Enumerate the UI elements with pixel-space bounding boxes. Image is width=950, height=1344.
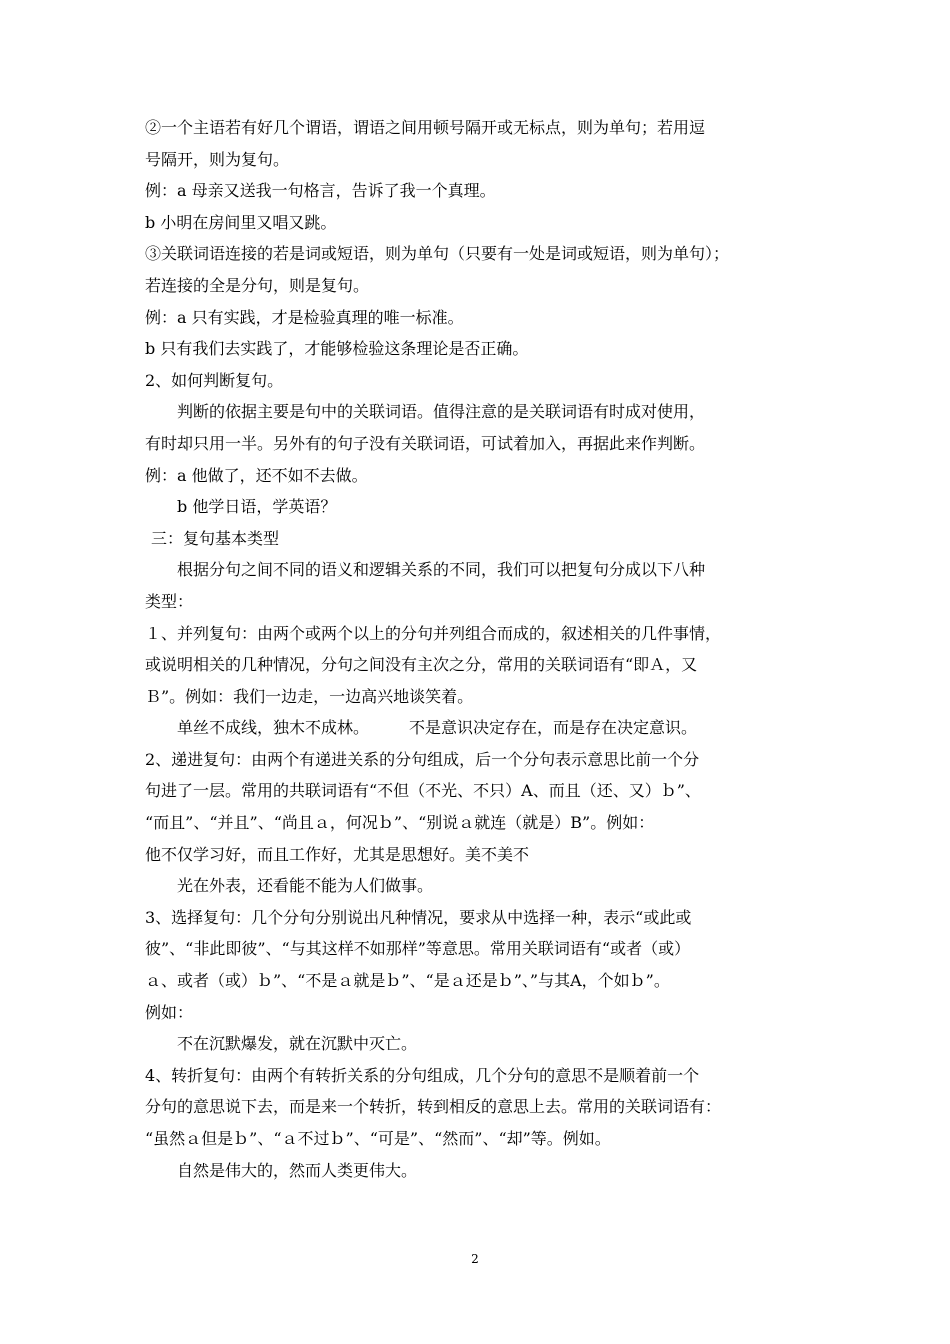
text-line: 号隔开，则为复句。 [145,149,290,169]
example-line: 例：a 母亲又送我一句格言，告诉了我一个真理。 [145,181,496,201]
section-heading: 2、如何判断复句。 [145,370,284,390]
example-line: 自然是伟大的，然而人类更伟大。 [177,1160,418,1180]
example-line: 例：a 他做了，还不如不去做。 [145,465,368,485]
text-line: 4、转折复句：由两个有转折关系的分句组成，几个分句的意思不是顺着前一个 [145,1065,700,1085]
text-line: 彼”、“非此即彼”、“与其这样不如那样”等意思。常用关联词语有“或者（或） [145,939,691,959]
text-line: 类型： [145,591,194,611]
example-line: b 只有我们去实践了，才能够检验这条理论是否正确。 [145,339,529,359]
text-line: 有时却只用一半。另外有的句子没有关联词语，可试着加入，再据此来作判断。 [145,433,706,453]
example-line: 单丝不成线，独木不成林。 不是意识决定存在，而是存在决定意识。 [177,718,698,738]
example-line: b 他学日语，学英语？ [177,497,337,517]
text-line: 分句的意思说下去，而是来一个转折，转到相反的意思上去。常用的关联词语有： [145,1097,722,1117]
text-line: 他不仅学习好，而且工作好，尤其是思想好。美不美不 [145,844,530,864]
body-text [145,112,815,1186]
page-number: 2 [471,1252,479,1266]
text-line: 3、选择复句：几个分句分别说出凡种情况，要求从中选择一种，表示“或此或 [145,907,692,927]
text-line: Ｂ”。例如：我们一边走，一边高兴地谈笑着。 [145,686,474,706]
text-line: ②一个主语若有好几个谓语，谓语之间用顿号隔开或无标点，则为单句；若用逗 [145,118,706,137]
text-line: １、并列复句：由两个或两个以上的分句并列组合而成的，叙述相关的几件事情， [145,623,722,643]
section-heading: 三：复句基本类型 [151,528,280,548]
text-line: 判断的依据主要是句中的关联词语。值得注意的是关联词语有时成对使用， [177,402,706,422]
text-line: 光在外表，还看能不能为人们做事。 [177,876,434,896]
text-line: ③关联词语连接的若是词或短语，则为单句（只要有一处是词或短语，则为单句）； [145,244,730,264]
example-line: 例：a 只有实践，才是检验真理的唯一标准。 [145,307,464,327]
example-line: b 小明在房间里又唱又跳。 [145,212,337,232]
example-line: 不在沉默爆发，就在沉默中灭亡。 [177,1034,418,1054]
text-line: 根据分句之间不同的语义和逻辑关系的不同，我们可以把复句分成以下八种 [177,560,706,580]
text-line: 若连接的全是分句，则是复句。 [145,275,370,295]
text-line: “虽然ａ但是ｂ”、“ａ不过ｂ”、“可是”、“然而”、“却”等。例如。 [145,1129,611,1148]
text-line: ａ、或者（或）ｂ”、“不是ａ就是ｂ”、“是ａ还是ｂ”、”与其A，个如ｂ”。 [145,971,670,991]
text-line: 句进了一层。常用的共联词语有“不但（不光、不只）A、而且（还、又）ｂ”、 [145,781,701,801]
text-line: “而且”、“并且”、“尚且ａ，何况ｂ”、“别说ａ就连（就是）B”。例如： [145,813,655,833]
text-line: 例如： [145,1002,194,1022]
text-line: 或说明相关的几种情况，分句之间没有主次之分，常用的关联词语有“即Ａ，又 [145,655,698,675]
text-line: 2、递进复句：由两个有递进关系的分句组成，后一个分句表示意思比前一个分 [145,749,700,769]
